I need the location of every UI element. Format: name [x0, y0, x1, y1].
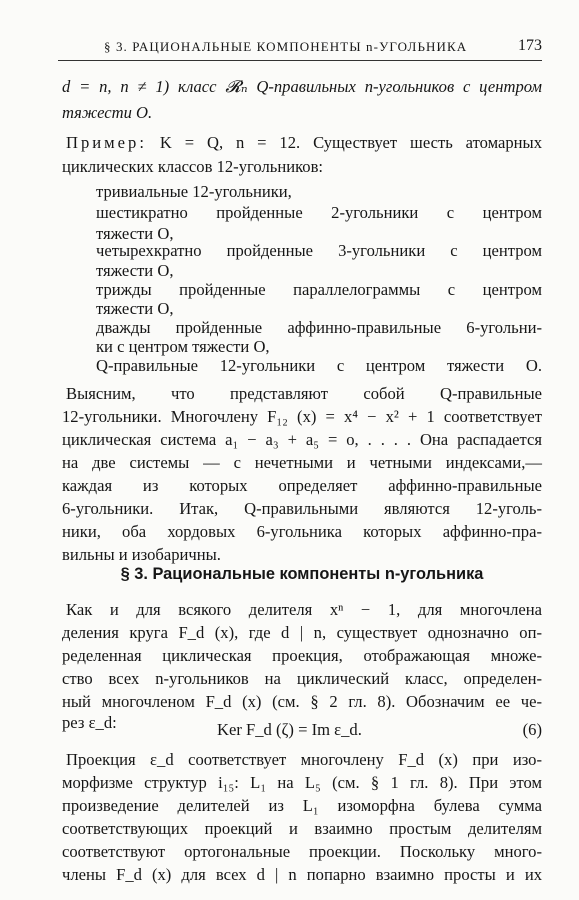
- para2-line-4: ство всех n-угольников на циклический класс, определен-: [62, 669, 542, 688]
- para2-line-5: ный многочленом F_d (x) (см. § 2 гл. 8). Обозначим ее че-: [62, 692, 542, 711]
- section-heading: § 3. Рациональные компоненты n-угольника: [120, 565, 484, 583]
- para1-line-6: 6-угольники. Итак, Q-правильными являются 12-уголь-: [62, 499, 542, 518]
- example-line-1: [62, 131, 542, 155]
- list-line-5: тяжести O,: [96, 261, 174, 280]
- intro-line-2: тяжести O.: [62, 103, 153, 122]
- list-line-1: тривиальные 12-угольники,: [96, 182, 292, 201]
- example-text-1: K = Q, n = 12. Существует шесть атомарных: [159, 133, 542, 152]
- list-line-9: ки с центром тяжести O,: [96, 337, 270, 356]
- para3-line-5: соответствуют ортогональные проекции. Поскольку много-: [62, 842, 542, 861]
- page-number: 173: [518, 37, 542, 54]
- para1-line-1: Выясним, что представляют собой Q-правильные: [66, 384, 542, 403]
- list-line-10: Q-правильные 12-угольники с центром тяжести O.: [96, 356, 542, 375]
- para3-line-4: соответствующих проекций и взаимно простым делителям: [62, 819, 542, 838]
- header-rule: [58, 60, 542, 61]
- running-header-title: § 3. РАЦИОНАЛЬНЫЕ КОМПОНЕНТЫ n-УГОЛЬНИКА: [104, 39, 468, 54]
- list-line-3: тяжести O,: [96, 224, 174, 243]
- list-line-6: трижды пройденные параллелограммы с центром: [96, 280, 542, 299]
- intro-line-1: d = n, n ≠ 1) класс 𝓡ₙ Q-правильных n-угольников с центром: [62, 77, 542, 96]
- para2-line-6: рез ε_d:: [62, 713, 117, 732]
- para3-line-1: Проекция ε_d соответствует многочлену F_d (x) при изо-: [66, 750, 542, 769]
- formula-number: (6): [522, 720, 542, 739]
- para1-line-7: ники, оба хордовых 6-угольника которых аффинно-пра-: [62, 522, 542, 541]
- para3-line-2: морфизме структур i₁₅: L₁ на L₅ (см. § 1 гл. 8). При этом: [62, 773, 542, 792]
- para2-line-1: Как и для всякого делителя xⁿ − 1, для многочлена: [66, 600, 542, 619]
- example-label: Пример:: [66, 133, 147, 152]
- list-line-2: шестикратно пройденные 2-угольники с центром: [96, 203, 542, 222]
- list-line-8: дважды пройденные аффинно-правильные 6-угольни-: [96, 318, 542, 337]
- para1-line-3: циклическая система a₁ − a₃ + a₅ = o, . . . . Она распадается: [62, 430, 542, 449]
- para1-line-5: каждая из которых определяет аффинно-правильные: [62, 476, 542, 495]
- para2-line-3: ределенная циклическая проекция, отображающая множе-: [62, 646, 542, 665]
- para1-line-2: 12-угольники. Многочлену F₁₂ (x) = x⁴ − x² + 1 соответствует: [62, 407, 542, 426]
- para1-line-4: на две системы — с нечетными и четными индексами,—: [62, 453, 542, 472]
- para1-line-8: вильны и изобаричны.: [62, 545, 221, 564]
- para2-line-2: деления круга F_d (x), где d | n, существует однозначно оп-: [62, 623, 542, 642]
- list-line-7: тяжести O,: [96, 299, 174, 318]
- running-header: [58, 37, 542, 59]
- formula-text: Ker F_d (ζ) = Im ε_d.: [217, 720, 362, 739]
- para3-line-3: произведение делителей из L₁ изоморфна булева сумма: [62, 796, 542, 815]
- list-line-4: четырехкратно пройденные 3-угольники с центром: [96, 241, 542, 260]
- example-line-2: циклических классов 12-угольников:: [62, 157, 324, 176]
- para3-line-6: члены F_d (x) для всех d | n попарно взаимно просты и их: [62, 865, 542, 884]
